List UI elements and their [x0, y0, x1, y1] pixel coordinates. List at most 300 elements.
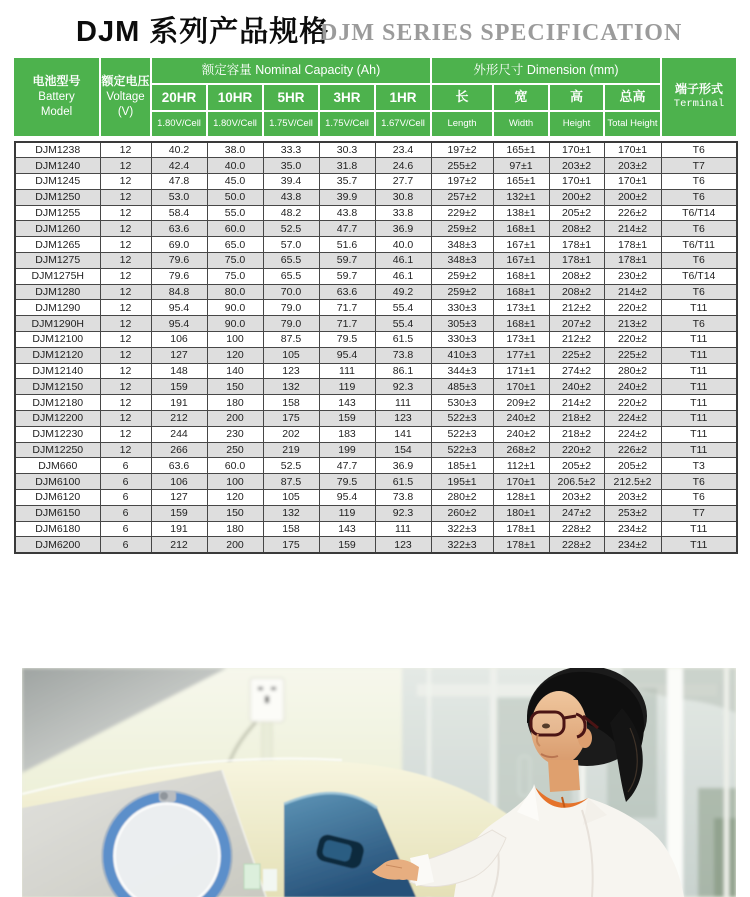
header-line: 长	[455, 89, 469, 105]
spec-value-cell: 200±2	[549, 189, 604, 205]
battery-model-cell: DJM1238	[15, 142, 100, 158]
eye	[542, 724, 550, 729]
spec-value-cell: 6	[100, 458, 151, 474]
header-width-en	[494, 112, 548, 136]
spec-value-cell: 79.0	[263, 316, 319, 332]
header-3hr-vcell	[320, 112, 374, 136]
spec-value-cell: 65.0	[207, 237, 263, 253]
table-row	[15, 142, 737, 158]
header-height-zh	[550, 85, 603, 110]
spec-value-cell: 159	[151, 379, 207, 395]
table-row	[15, 411, 737, 427]
spec-value-cell: 220±2	[604, 395, 661, 411]
battery-model-cell: DJM12140	[15, 363, 100, 379]
table-row	[15, 490, 737, 506]
spec-value-cell: T6	[661, 253, 737, 269]
spec-value-cell: 63.6	[319, 284, 375, 300]
spec-value-cell: 39.9	[319, 189, 375, 205]
spec-value-cell: 132	[263, 379, 319, 395]
header-line: 端子形式	[674, 82, 723, 97]
neck	[548, 760, 580, 792]
header-5hr-vcell	[264, 112, 318, 136]
spec-value-cell: 154	[375, 442, 431, 458]
battery-model-cell: DJM12180	[15, 395, 100, 411]
spec-value-cell: T11	[661, 521, 737, 537]
spec-value-cell: 170±1	[549, 174, 604, 190]
page-title: DJM 系列产品规格	[76, 16, 330, 48]
table-row	[15, 379, 737, 395]
machine-label	[263, 869, 277, 891]
header-line: Total Height	[607, 117, 658, 129]
spec-value-cell: 158	[263, 521, 319, 537]
spec-value-cell: 97±1	[493, 158, 549, 174]
header-line: 10HR	[217, 89, 253, 105]
spec-value-cell: 128±1	[493, 490, 549, 506]
spec-value-cell: 52.5	[263, 221, 319, 237]
table-row	[15, 189, 737, 205]
spec-value-cell: 71.7	[319, 300, 375, 316]
spec-value-cell: 61.5	[375, 332, 431, 348]
spec-value-cell: 61.5	[375, 474, 431, 490]
spec-value-cell: 43.8	[319, 205, 375, 221]
spec-value-cell: 212±2	[549, 300, 604, 316]
spec-value-cell: 180	[207, 521, 263, 537]
spec-value-cell: 31.8	[319, 158, 375, 174]
spec-value-cell: 230	[207, 426, 263, 442]
spec-value-cell: 173±1	[493, 332, 549, 348]
table-row	[15, 505, 737, 521]
spec-value-cell: 100	[207, 332, 263, 348]
spec-value-cell: 33.3	[263, 142, 319, 158]
spec-value-cell: 65.5	[263, 268, 319, 284]
battery-model-cell: DJM12150	[15, 379, 100, 395]
spec-value-cell: T7	[661, 158, 737, 174]
table-row	[15, 442, 737, 458]
spec-value-cell: 200±2	[604, 189, 661, 205]
spec-value-cell: 170±1	[493, 474, 549, 490]
spec-value-cell: T6	[661, 174, 737, 190]
header-voltage	[101, 58, 150, 136]
header-line: 20HR	[161, 89, 197, 105]
spec-value-cell: 214±2	[604, 221, 661, 237]
spec-value-cell: 159	[319, 411, 375, 427]
spec-value-cell: 185±1	[431, 458, 493, 474]
header-line: 1.80V/Cell	[157, 117, 201, 129]
spec-value-cell: 79.6	[151, 253, 207, 269]
spec-value-cell: 203±2	[549, 158, 604, 174]
table-row	[15, 284, 737, 300]
spec-value-cell: T6	[661, 189, 737, 205]
spec-value-cell: 197±2	[431, 142, 493, 158]
spec-value-cell: T3	[661, 458, 737, 474]
header-line: 1.75V/Cell	[269, 117, 313, 129]
spec-value-cell: 168±1	[493, 268, 549, 284]
header-line: 5HR	[277, 89, 305, 105]
table-row	[15, 332, 737, 348]
spec-value-cell: 274±2	[549, 363, 604, 379]
spec-value-cell: 244	[151, 426, 207, 442]
spec-value-cell: 63.6	[151, 458, 207, 474]
spec-value-cell: 214±2	[604, 284, 661, 300]
spec-value-cell: 30.8	[375, 189, 431, 205]
spec-value-cell: 165±1	[493, 142, 549, 158]
spec-value-cell: 59.7	[319, 268, 375, 284]
spec-value-cell: 105	[263, 490, 319, 506]
spec-value-cell: 120	[207, 490, 263, 506]
spec-value-cell: 79.5	[319, 474, 375, 490]
header-width-zh	[494, 85, 548, 110]
spec-value-cell: 123	[375, 411, 431, 427]
spec-value-cell: 240±2	[493, 426, 549, 442]
spec-value-cell: 132	[263, 505, 319, 521]
spec-value-cell: 228±2	[549, 521, 604, 537]
table-row	[15, 158, 737, 174]
glasses-lens	[531, 712, 564, 735]
header-line: 额定电压	[101, 74, 150, 89]
spec-value-cell: 410±3	[431, 347, 493, 363]
battery-model-cell: DJM1255	[15, 205, 100, 221]
spec-value-cell: 230±2	[604, 268, 661, 284]
battery-model-cell: DJM6180	[15, 521, 100, 537]
spec-value-cell: 12	[100, 316, 151, 332]
header-10hr	[208, 85, 262, 110]
spec-value-cell: 73.8	[375, 490, 431, 506]
spec-value-cell: 12	[100, 189, 151, 205]
spec-value-cell: 52.5	[263, 458, 319, 474]
spec-value-cell: 305±3	[431, 316, 493, 332]
spec-value-cell: 209±2	[493, 395, 549, 411]
spec-value-cell: 45.0	[207, 174, 263, 190]
spec-value-cell: T11	[661, 300, 737, 316]
spec-value-cell: 55.0	[207, 205, 263, 221]
spec-value-cell: T11	[661, 411, 737, 427]
spec-value-cell: 183	[319, 426, 375, 442]
header-line: 高	[569, 89, 583, 105]
header-line: 3HR	[333, 89, 361, 105]
spec-value-cell: 344±3	[431, 363, 493, 379]
spec-value-cell: 195±1	[431, 474, 493, 490]
socket-pin	[271, 687, 276, 690]
spec-value-cell: T6	[661, 142, 737, 158]
spec-value-cell: 191	[151, 521, 207, 537]
spec-value-cell: 35.7	[319, 174, 375, 190]
battery-model-cell: DJM1240	[15, 158, 100, 174]
spec-value-cell: 90.0	[207, 316, 263, 332]
spec-value-cell: 12	[100, 253, 151, 269]
header-line: 1HR	[389, 89, 417, 105]
table-row	[15, 537, 737, 553]
spec-value-cell: 228±2	[549, 537, 604, 553]
header-line: Model	[40, 105, 73, 118]
spec-value-cell: 119	[319, 505, 375, 521]
spec-value-cell: 158	[263, 395, 319, 411]
spec-value-cell: 259±2	[431, 268, 493, 284]
spec-value-cell: 159	[319, 537, 375, 553]
spec-value-cell: T6/T14	[661, 205, 737, 221]
spec-value-cell: T7	[661, 505, 737, 521]
spec-value-cell: T11	[661, 426, 737, 442]
spec-value-cell: 90.0	[207, 300, 263, 316]
spec-value-cell: 24.6	[375, 158, 431, 174]
header-totalheight-zh	[605, 85, 660, 110]
spec-value-cell: 30.3	[319, 142, 375, 158]
spec-value-cell: 257±2	[431, 189, 493, 205]
spec-value-cell: 60.0	[207, 221, 263, 237]
spec-value-cell: 65.5	[263, 253, 319, 269]
spec-value-cell: T11	[661, 537, 737, 553]
spec-value-cell: 55.4	[375, 316, 431, 332]
spec-value-cell: 200	[207, 411, 263, 427]
spec-value-cell: 322±3	[431, 521, 493, 537]
spec-value-cell: 23.4	[375, 142, 431, 158]
table-row	[15, 268, 737, 284]
header-line: Width	[508, 117, 534, 129]
spec-value-cell: 220±2	[549, 442, 604, 458]
spec-value-cell: 12	[100, 347, 151, 363]
spec-value-cell: 322±3	[431, 537, 493, 553]
spec-value-cell: 178±1	[493, 537, 549, 553]
spec-value-cell: 12	[100, 205, 151, 221]
spec-value-cell: 79.5	[319, 332, 375, 348]
spec-value-cell: 53.0	[151, 189, 207, 205]
spec-value-cell: 71.7	[319, 316, 375, 332]
spec-value-cell: 35.0	[263, 158, 319, 174]
spec-value-cell: 36.9	[375, 221, 431, 237]
spec-value-cell: T11	[661, 332, 737, 348]
spec-value-cell: 213±2	[604, 316, 661, 332]
spec-value-cell: 206.5±2	[549, 474, 604, 490]
battery-model-cell: DJM1250	[15, 189, 100, 205]
spec-value-cell: 12	[100, 300, 151, 316]
spec-value-cell: 6	[100, 474, 151, 490]
spec-value-cell: 226±2	[604, 205, 661, 221]
table-row	[15, 237, 737, 253]
table-row	[15, 521, 737, 537]
spec-value-cell: 203±2	[549, 490, 604, 506]
spec-value-cell: 43.8	[263, 189, 319, 205]
spec-value-cell: 178±1	[549, 253, 604, 269]
spec-value-cell: 92.3	[375, 505, 431, 521]
spec-value-cell: 208±2	[549, 268, 604, 284]
spec-value-cell: 12	[100, 332, 151, 348]
thumb	[395, 870, 411, 880]
spec-value-cell: 240±2	[549, 379, 604, 395]
battery-model-cell: DJM1260	[15, 221, 100, 237]
spec-value-cell: 205±2	[604, 458, 661, 474]
spec-value-cell: 175	[263, 411, 319, 427]
spec-value-cell: 73.8	[375, 347, 431, 363]
lab-photo-illustration	[22, 668, 736, 897]
spec-value-cell: 6	[100, 521, 151, 537]
spec-value-cell: 168±1	[493, 316, 549, 332]
spec-value-cell: 171±1	[493, 363, 549, 379]
spec-value-cell: 148	[151, 363, 207, 379]
table-row	[15, 300, 737, 316]
spec-value-cell: 127	[151, 347, 207, 363]
header-line: 额定容量 Nominal Capacity (Ah)	[201, 63, 381, 78]
spec-value-cell: 84.8	[151, 284, 207, 300]
spec-value-cell: 143	[319, 521, 375, 537]
battery-model-cell: DJM6100	[15, 474, 100, 490]
spec-value-cell: 175	[263, 537, 319, 553]
spec-value-cell: 240±2	[493, 411, 549, 427]
spec-value-cell: 12	[100, 142, 151, 158]
header-line: 1.67V/Cell	[381, 117, 425, 129]
spec-value-cell: 522±3	[431, 442, 493, 458]
spec-value-cell: 180	[207, 395, 263, 411]
socket-pin	[265, 696, 269, 703]
spec-value-cell: 40.0	[207, 158, 263, 174]
spec-value-cell: 168±1	[493, 221, 549, 237]
spec-value-cell: 141	[375, 426, 431, 442]
battery-model-cell: DJM1265	[15, 237, 100, 253]
battery-model-cell: DJM12250	[15, 442, 100, 458]
spec-value-cell: 218±2	[549, 411, 604, 427]
spec-value-cell: 224±2	[604, 426, 661, 442]
spec-value-cell: 47.7	[319, 458, 375, 474]
spec-value-cell: 203±2	[604, 490, 661, 506]
spec-value-cell: 173±1	[493, 300, 549, 316]
spec-value-cell: 212±2	[549, 332, 604, 348]
header-20hr-vcell	[152, 112, 206, 136]
spec-value-cell: T6	[661, 316, 737, 332]
header-line: Length	[447, 117, 477, 129]
spec-value-cell: 167±1	[493, 253, 549, 269]
spec-value-cell: 33.8	[375, 205, 431, 221]
spec-value-cell: 120	[207, 347, 263, 363]
battery-model-cell: DJM1290H	[15, 316, 100, 332]
spec-value-cell: 95.4	[151, 316, 207, 332]
spec-value-cell: 87.5	[263, 332, 319, 348]
spec-value-cell: 234±2	[604, 521, 661, 537]
spec-value-cell: 159	[151, 505, 207, 521]
machine-label	[244, 864, 260, 889]
spec-value-cell: 123	[375, 537, 431, 553]
spec-value-cell: 111	[319, 363, 375, 379]
spec-value-cell: 111	[375, 521, 431, 537]
spec-value-cell: 87.5	[263, 474, 319, 490]
spec-value-cell: T6/T14	[661, 268, 737, 284]
header-line: Terminal	[673, 97, 725, 110]
battery-model-cell: DJM1290	[15, 300, 100, 316]
battery-model-cell: DJM660	[15, 458, 100, 474]
spec-value-cell: 178±1	[549, 237, 604, 253]
spec-value-cell: 132±1	[493, 189, 549, 205]
socket-pin	[258, 687, 263, 690]
spec-value-cell: 51.6	[319, 237, 375, 253]
spec-value-cell: 247±2	[549, 505, 604, 521]
battery-model-cell: DJM12200	[15, 411, 100, 427]
spec-value-cell: 36.9	[375, 458, 431, 474]
spec-value-cell: 48.2	[263, 205, 319, 221]
spec-table-header	[14, 58, 736, 136]
spec-value-cell: 127	[151, 490, 207, 506]
spec-value-cell: 106	[151, 474, 207, 490]
spec-value-cell: 42.4	[151, 158, 207, 174]
battery-model-cell: DJM6150	[15, 505, 100, 521]
spec-value-cell: 69.0	[151, 237, 207, 253]
spec-value-cell: 205±2	[549, 205, 604, 221]
header-line: Height	[562, 117, 591, 129]
spec-value-cell: 212.5±2	[604, 474, 661, 490]
spec-value-cell: 59.7	[319, 253, 375, 269]
spec-value-cell: T11	[661, 395, 737, 411]
spec-value-cell: 180±1	[493, 505, 549, 521]
battery-model-cell: DJM6200	[15, 537, 100, 553]
spec-value-cell: 207±2	[549, 316, 604, 332]
spec-value-cell: 27.7	[375, 174, 431, 190]
battery-model-cell: DJM12230	[15, 426, 100, 442]
spec-value-cell: 70.0	[263, 284, 319, 300]
spec-value-cell: 260±2	[431, 505, 493, 521]
spec-value-cell: T11	[661, 442, 737, 458]
spec-value-cell: 199	[319, 442, 375, 458]
battery-model-cell: DJM12120	[15, 347, 100, 363]
spec-value-cell: 205±2	[549, 458, 604, 474]
spec-value-cell: 485±3	[431, 379, 493, 395]
spec-value-cell: 212	[151, 411, 207, 427]
spec-value-cell: 280±2	[604, 363, 661, 379]
spec-value-cell: 165±1	[493, 174, 549, 190]
header-10hr-vcell	[208, 112, 262, 136]
spec-value-cell: 105	[263, 347, 319, 363]
table-row	[15, 316, 737, 332]
spec-value-cell: 140	[207, 363, 263, 379]
spec-value-cell: 123	[263, 363, 319, 379]
spec-value-cell: 112±1	[493, 458, 549, 474]
spec-value-cell: 280±2	[431, 490, 493, 506]
header-1hr-vcell	[376, 112, 430, 136]
header-height-en	[550, 112, 603, 136]
spec-value-cell: 12	[100, 363, 151, 379]
header-1hr	[376, 85, 430, 110]
spec-value-cell: 200	[207, 537, 263, 553]
spec-value-cell: 203±2	[604, 158, 661, 174]
header-3hr	[320, 85, 374, 110]
spec-value-cell: 12	[100, 158, 151, 174]
spec-value-cell: 12	[100, 284, 151, 300]
header-terminal	[662, 58, 736, 136]
spec-value-cell: 40.2	[151, 142, 207, 158]
spec-value-cell: 12	[100, 268, 151, 284]
spec-value-cell: 6	[100, 505, 151, 521]
spec-value-cell: 39.4	[263, 174, 319, 190]
spec-value-cell: 92.3	[375, 379, 431, 395]
spec-value-cell: 6	[100, 490, 151, 506]
page-subtitle: DJM SERIES SPECIFICATION	[320, 20, 683, 46]
spec-value-cell: 95.4	[319, 347, 375, 363]
spec-value-cell: 47.7	[319, 221, 375, 237]
spec-value-cell: 266	[151, 442, 207, 458]
spec-value-cell: 12	[100, 426, 151, 442]
header-5hr	[264, 85, 318, 110]
spec-value-cell: 79.0	[263, 300, 319, 316]
spec-value-cell: 40.0	[375, 237, 431, 253]
spec-value-cell: 224±2	[604, 411, 661, 427]
header-battery-model	[14, 58, 99, 136]
spec-value-cell: 259±2	[431, 221, 493, 237]
header-line: (V)	[117, 105, 134, 118]
spec-value-cell: 178±1	[604, 237, 661, 253]
battery-model-cell: DJM1245	[15, 174, 100, 190]
spec-value-cell: 202	[263, 426, 319, 442]
spec-value-cell: 150	[207, 505, 263, 521]
spec-value-cell: 47.8	[151, 174, 207, 190]
battery-model-cell: DJM12100	[15, 332, 100, 348]
spec-value-cell: 330±3	[431, 332, 493, 348]
spec-value-cell: 168±1	[493, 284, 549, 300]
header-capacity-group	[152, 58, 430, 83]
